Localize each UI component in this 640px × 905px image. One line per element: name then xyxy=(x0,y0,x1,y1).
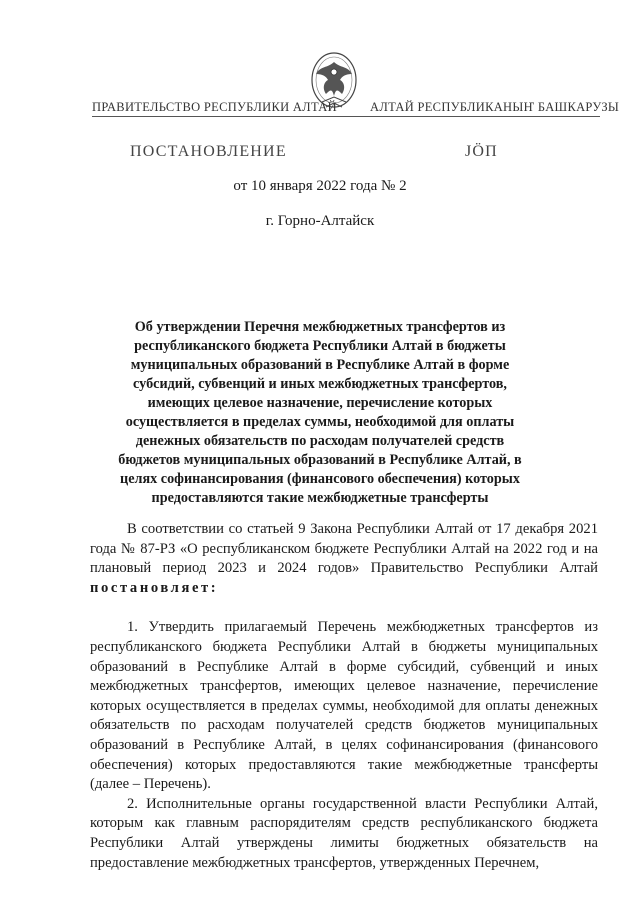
item-1-paragraph: 1. Утвердить прилагаемый Перечень межбюджетных трансфертов из республиканского бюджета Республики Алтай в бюджеты муниципальных образований в Республике Алтай в форме субсидий, субвенций и иных межбюджетных трансфертов, имеющих целевое назначение, перечисление которых осуществляется в пределах суммы, необходимой для оплаты денежных обязательств по расходам получателей средств бюджетов муниципальных образований в Республике Алтай, в целях софинансирования (финансового обеспечения) которых предоставляются такие межбюджетные трансферты (далее – Перечень). xyxy=(90,619,598,793)
document-type-alt: ЈӦП xyxy=(465,143,498,160)
government-name-alt: АЛТАЙ РЕСПУБЛИКАНЫҤ БАШКАРУЗЫ xyxy=(370,100,620,114)
government-name-ru: ПРАВИТЕЛЬСТВО РЕСПУБЛИКИ АЛТАЙ xyxy=(92,100,337,114)
document-date: от 10 января 2022 года № 2 xyxy=(233,178,407,194)
document-title: Об утверждении Перечня межбюджетных трансфертов из республиканского бюджета Республики Алтай в бюджеты муниципальных образований в Республике Алтай в форме субсидий, субвенций и иных межбюджетных трансфертов, имеющих целевое назначение, перечисление которых осуществляется в пределах суммы, необходимой для оплаты денежных обязательств по расходам получателей средств бюджетов муниципальных образований в Республике Алтай, в целях софинансирования (финансового обеспечения) которых предоставляются такие межбюджетные трансферты xyxy=(118,319,522,506)
preamble-text: В соответствии со статьей 9 Закона Республики Алтай от 17 декабря 2021 года № 87-РЗ «О республиканском бюджете Республики Алтай на 2022 год и на плановый период 2023 и 2024 годов» Правительство Республики Алтай xyxy=(90,521,598,577)
document-city: г. Горно-Алтайск xyxy=(265,213,375,229)
document-type-ru: ПОСТАНОВЛЕНИЕ xyxy=(130,143,287,160)
item-2-paragraph: 2. Исполнительные органы государственной власти Республики Алтай, которым как главным распорядителям средств республиканского бюджета Республики Алтай утверждены лимиты бюджетных обязательств на предоставление межбюджетных трансфертов, утвержденных Перечнем, xyxy=(90,795,598,871)
document-body xyxy=(90,520,598,873)
preamble-paragraph xyxy=(90,520,598,598)
header-divider xyxy=(92,116,600,117)
resolves-word: постановляет: xyxy=(90,579,219,596)
